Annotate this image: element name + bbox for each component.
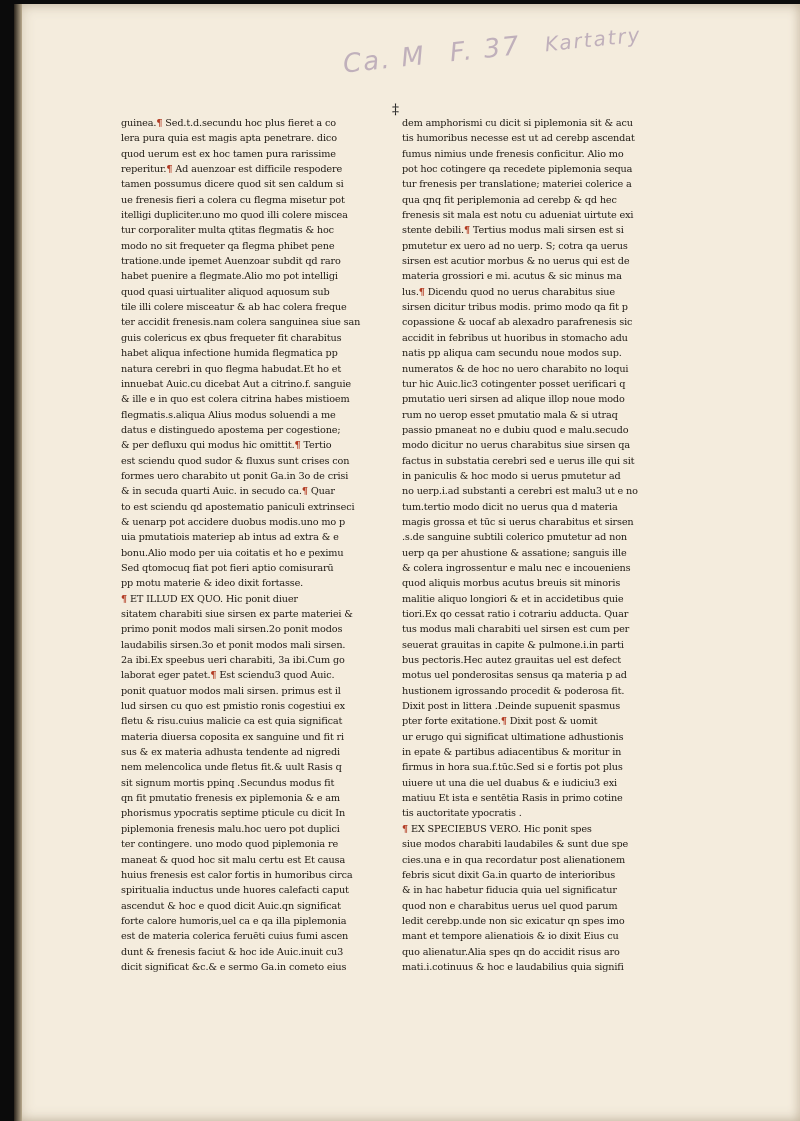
text-line: motus uel ponderositas sensus qa materia p ad (402, 670, 627, 682)
text-line: pot hoc cotingere qa recedete piplemonia sequa (402, 164, 633, 176)
text-line: tis humoribus necesse est ut ad cerebp ascendat (402, 133, 635, 145)
rubric-pilcrow: ¶ (156, 118, 163, 129)
text-line: sirsen dicitur tribus modis. primo modo qa fit p (402, 302, 628, 314)
text-line: lud sirsen cu quo est pmistio ronis cogestiui ex (121, 701, 345, 713)
text-line: tis auctoritate ypocratis . (402, 808, 522, 820)
text-line: nem melencolica unde fletus fit.& uult Rasis q (121, 762, 342, 774)
rubric-pilcrow: ¶ (294, 440, 301, 452)
text-line: tur frenesis per translatione; materiei colerice a (402, 179, 632, 191)
text-line: firmus in hora sua.f.tūc.Sed si e fortis pot plus (402, 762, 623, 774)
text-line: dunt & frenesis faciut & hoc ide Auic.inuit cu3 (121, 946, 344, 958)
text-line: .s.de sanguine subtili colerico pmutetur ad non (402, 532, 627, 544)
rubric-pilcrow: ¶ (500, 716, 507, 728)
text-line: tile illi colere misceatur & ab hac colera freque (121, 302, 347, 314)
text-line: mant et tempore alienatiois & io dixit Eius cu (402, 931, 619, 943)
shelfmark-annotation (341, 22, 643, 110)
text-line: bus pectoris.Hec autez grauitas uel est defect (402, 655, 622, 667)
text-line: huius frenesis est calor fortis in humoribus circa (121, 869, 353, 881)
text-line: sitatem charabiti siue sirsen ex parte materiei & (121, 609, 353, 620)
rubric-pilcrow: ¶ (166, 164, 173, 176)
text-line: habet aliqua infectione humida flegmatica pp (121, 348, 338, 360)
text-line: pmutatio ueri sirsen ad alique illop noue modo (402, 394, 625, 406)
text-line: ur erugo qui significat ultimatione adhustionis (402, 731, 624, 743)
text-line: primo ponit modos mali sirsen.2o ponit modos (121, 624, 343, 636)
text-line: in epate & partibus adiacentibus & moritur in (402, 747, 622, 759)
text-line: piplemonia frenesis malu.hoc uero pot duplici (121, 823, 340, 835)
manuscript-page (14, 4, 800, 1121)
text-line: lera pura quia est magis apta penetrare. dico (121, 133, 337, 145)
text-line: spiritualia inductus unde huores calefacti caput (121, 885, 349, 897)
text-line: & ille e in quo est colera citrina habes mistioem (121, 394, 350, 406)
text-line: fletu & risu.cuius malicie ca est quia significat (121, 716, 343, 728)
text-line: uia pmutatiois materiep ab intus ad extra & e (121, 532, 339, 544)
text-line: modo no sit frequeter qa flegma phibet pene (121, 240, 335, 252)
text-line: tus modus mali charabiti uel sirsen est cum per (402, 624, 630, 636)
text-line: quod non e charabitus uerus uel quod parum (402, 900, 618, 912)
text-line: guis colericus ex qbus frequeter fit charabitus (121, 332, 342, 344)
left-text-column (121, 116, 371, 975)
text-line: forte calore humoris,uel ca e qa illa piplemonia (121, 915, 347, 927)
text-line: mati.i.cotinuus & hoc e laudabilius quia signifi (402, 961, 624, 973)
text-line: itelligi dupliciter.uno mo quod illi colere miscea (121, 210, 348, 222)
text-line: malitie aliquo longiori & et in accidetibus quie (402, 593, 624, 605)
text-line: quo alienatur.Alia spes qn do accidit risus aro (402, 946, 620, 958)
text-line: maneat & quod hoc sit malu certu est Et causa (121, 854, 346, 866)
text-line: & in hac habetur fiducia quia uel significatur (402, 885, 617, 897)
text-line: Sed qtomocuq fiat pot fieri aptio comisurarū (121, 562, 334, 574)
text-line: frenesis sit mala est notu cu adueniat uirtute exi (402, 210, 634, 222)
text-line: tum.tertio modo dicit no uerus qua d materia (402, 501, 618, 513)
text-line: sirsen est acutior morbus & no uerus qui est de (402, 256, 630, 268)
text-line: ledit cerebp.unde non sic exicatur qn spes imo (402, 915, 625, 927)
text-line: factus in substatia cerebri sed e uerus ille qui sit (402, 455, 635, 467)
text-line: quod quasi uirtualiter aliquod aquosum sub (121, 286, 330, 298)
text-line: habet puenire a flegmate.Alio mo pot intelligi (121, 271, 338, 283)
text-line: uiuere ut una die uel duabus & e iudiciu3 exi (402, 777, 617, 789)
text-line: sus & ex materia adhusta tendente ad nigredi (121, 747, 340, 759)
text-line: & colera ingrossentur e malu nec e incoueniens (402, 562, 631, 574)
text-line: innuebat Auic.cu dicebat Aut a citrino.f. sanguie (121, 378, 351, 390)
text-line: reperitur.¶ Ad auenzoar est difficile respodere (121, 164, 343, 176)
text-line: flegmatis.s.aliqua Alius modus soluendi a me (121, 409, 336, 421)
text-line: quod aliquis morbus acutus breuis sit minoris (402, 578, 621, 590)
rubric-pilcrow: ¶ (121, 593, 128, 605)
text-line: ascendut & hoc e quod dicit Auic.qn significat (121, 900, 341, 912)
text-line: tratione.unde ipemet Auenzoar subdit qd raro (121, 256, 341, 268)
text-line: est sciendu quod sudor & fluxus sunt crises con (121, 455, 350, 467)
text-line: datus e distinguedo apostema per cogestione; (121, 424, 341, 436)
text-line: tur hic Auic.lic3 cotingenter posset uerificari q (402, 378, 626, 390)
text-line: tiori.Ex qo cessat ratio i cotrariu adducta. Quar (402, 609, 629, 620)
text-line: ter accidit frenesis.nam colera sanguinea siue san (121, 317, 361, 329)
text-line: febris sicut dixit Ga.in quarto de interioribus (402, 869, 616, 881)
text-line: guinea.¶ Sed.t.d.secundu hoc plus fieret a co (121, 118, 336, 129)
text-line: quod uerum est ex hoc tamen pura rarissime (121, 148, 336, 160)
margin-mark: ‡ (392, 102, 399, 118)
text-line: magis grossa et tūc si uerus charabitus et sirsen (402, 516, 634, 528)
text-line: natura cerebri in quo flegma habudat.Et ho et (121, 363, 342, 375)
text-line: stente debili.¶ Tertius modus mali sirsen est si (402, 225, 624, 237)
text-line: tamen possumus dicere quod sit sen caldum si (121, 179, 344, 191)
text-line: & uenarp pot accidere duobus modis.uno mo p (121, 516, 346, 528)
rubric-pilcrow: ¶ (418, 286, 425, 298)
text-line: passio pmaneat no e dubiu quod e malu.secudo (402, 424, 629, 436)
text-line: siue modos charabiti laudabiles & sunt due spe (402, 839, 629, 851)
text-line: dem amphorismi cu dicit si piplemonia sit & acu (402, 118, 633, 129)
text-line: & per defluxu qui modus hic omittit.¶ Tertio (121, 440, 332, 452)
text-line: fumus nimius unde frenesis conficitur. Alio mo (402, 148, 624, 160)
text-line: 2a ibi.Ex speebus ueri charabiti, 3a ibi.Cum go (121, 655, 345, 667)
text-line: cies.una e in qua recordatur post alienationem (402, 854, 626, 866)
text-line: pmutetur ex uero ad no uerp. S; cotra qa uerus (402, 240, 628, 252)
text-line: pter forte exitatione.¶ Dixit post & uomit (402, 716, 598, 728)
right-text-column (402, 116, 650, 975)
shelfmark-part: Ca. M (341, 41, 428, 80)
text-line: ¶ ET ILLUD EX QUO. Hic ponit diuer (121, 593, 298, 605)
text-line: ue frenesis fieri a colera cu flegma misetur pot (121, 194, 345, 206)
text-line: & in secuda quarti Auic. in secudo ca.¶ Quar (121, 486, 335, 498)
text-line: qn fit pmutatio frenesis ex piplemonia & e am (121, 793, 340, 805)
text-line: phorismus ypocratis septime pticule cu dicit In (121, 808, 346, 820)
shelfmark-part: F. 37 (448, 31, 523, 69)
text-line: materia grossiori e mi. acutus & sic minus ma (402, 271, 622, 283)
text-line: hustionem igrossando procedit & poderosa fit. (402, 685, 625, 697)
text-line: copassione & uocaf ab alexadro parafrenesis sic (402, 317, 633, 329)
text-line: ¶ EX SPECIEBUS VERO. Hic ponit spes (402, 823, 592, 835)
rubric-pilcrow: ¶ (463, 225, 470, 237)
rubric-pilcrow: ¶ (210, 670, 217, 682)
rubric-pilcrow: ¶ (301, 486, 308, 498)
text-line: numeratos & de hoc no uero charabito no loqui (402, 363, 629, 375)
text-line: seuerat grauitas in capite & pulmone.i.in parti (402, 639, 624, 651)
text-line: lus.¶ Dicendu quod no uerus charabitus siue (402, 286, 615, 298)
shelfmark-part: Kartatry (543, 22, 643, 57)
text-line: uerp qa per ahustione & assatione; sanguis ille (402, 547, 627, 559)
text-line: laudabilis sirsen.3o et ponit modos mali sirsen. (121, 639, 346, 651)
text-line: rum no uerop esset pmutatio mala & si utraq (402, 409, 618, 421)
text-line: accidit in febribus ut huoribus in stomacho adu (402, 332, 628, 344)
text-line: in paniculis & hoc modo si uerus pmutetur ad (402, 470, 621, 482)
text-line: dicit significat &c.& e sermo Ga.in cometo eius (121, 961, 347, 973)
text-line: ter contingere. uno modo quod piplemonia re (121, 839, 339, 851)
text-line: materia diuersa coposita ex sanguine und fit ri (121, 731, 344, 743)
text-line: formes uero charabito ut ponit Ga.in 3o de crisi (121, 470, 349, 482)
text-line: pp motu materie & ideo dixit fortasse. (121, 578, 304, 590)
text-line: qua qnq fit periplemonia ad cerebp & qd hec (402, 194, 617, 206)
text-line: laborat eger patet.¶ Est sciendu3 quod Auic. (121, 670, 335, 682)
text-line: sit signum mortis ppinq .Secundus modus fit (121, 777, 335, 789)
text-line: Dixit post in littera .Deinde supuenit spasmus (402, 701, 621, 713)
text-line: matiuu Et ista e sentētia Rasis in primo cotine (402, 793, 623, 805)
text-line: est de materia colerica feruēti cuius fumi ascen (121, 931, 349, 943)
text-line: modo dicitur no uerus charabitus siue sirsen qa (402, 440, 630, 452)
text-line: no uerp.i.ad substanti a cerebri est malu3 ut e no (402, 486, 638, 498)
binding-gutter (14, 4, 22, 1121)
text-line: natis pp aliqua cam secundu noue modos sup. (402, 348, 622, 360)
rubric-pilcrow: ¶ (402, 823, 409, 835)
text-line: ponit quatuor modos mali sirsen. primus est il (121, 685, 341, 697)
text-line: tur corporaliter multa qtitas flegmatis & hoc (121, 225, 334, 237)
text-line: to est sciendu qd apostematio paniculi extrinseci (121, 501, 355, 513)
text-line: bonu.Alio modo per uia coitatis et ho e peximu (121, 547, 344, 559)
